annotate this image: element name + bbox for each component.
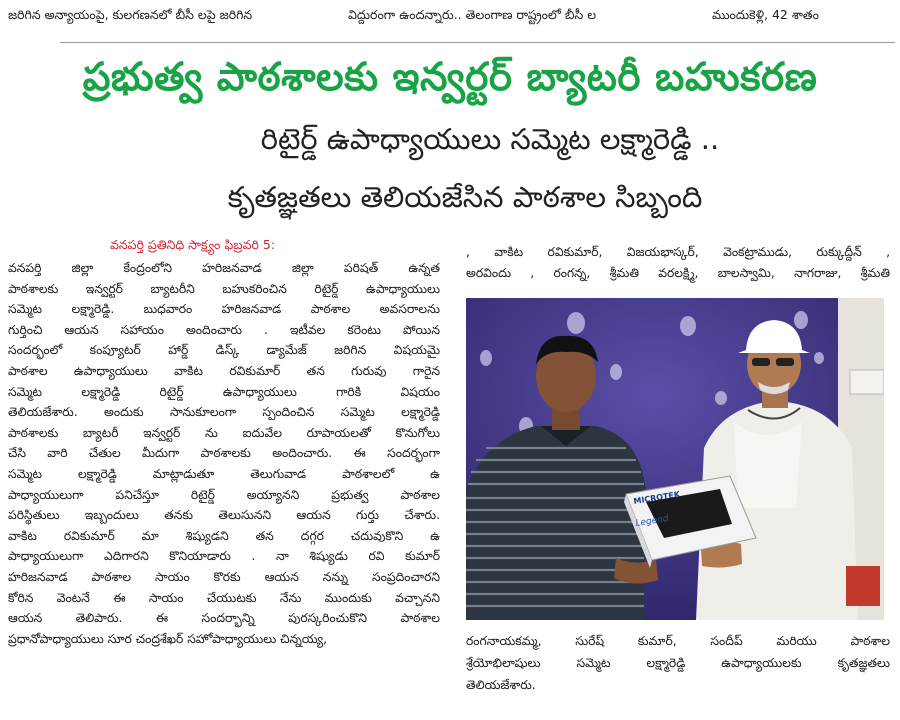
headline: ప్రభుత్వ పాఠశాలకు ఇన్వర్టర్ బ్యాటరీ బహుకరణ [82, 55, 818, 100]
body-line: పాఠశాల ఉపాధ్యాయులు వాకిట రవికుమార్ తన గురువు గారైన [8, 363, 440, 378]
body-line: సమ్మెట లక్ష్మారెడ్డి రిటైర్డ్ ఉపాధ్యాయులు గారికి విషయం [8, 384, 440, 399]
news-photo [466, 298, 884, 620]
strip-text-col3: ముందుకెళ్లి, 42 శాతం [712, 7, 819, 22]
subheadline-1: రిటైర్డ్ ఉపాధ్యాయులు సమ్మెట లక్ష్మారెడ్డి .. [260, 122, 720, 156]
body-line: చేసి వారి చేతుల మీదుగా పాఠశాలకు అందించారు. ఈ సందర్భంగా [8, 446, 440, 461]
photo-illustration [466, 298, 884, 620]
box-brand-text: MICROTEK [632, 489, 681, 506]
body-line: ప్రధానోపాధ్యాయులు సూర చంద్రశేఖర్ సహోపాధ్యాయులు చిన్నయ్య, [8, 631, 328, 646]
body-line: అరవిందు , రంగన్న, శ్రీమతి వరలక్ష్మి, బాలస్వామి, నాగరాజు, శ్రీమతి [466, 266, 890, 280]
body-line: వనపర్తి జిల్లా కేంద్రంలోని హరిజనవాడ జిల్లా పరిషత్ ఉన్నత [8, 261, 440, 275]
body-line: పరిస్థితులు ఇబ్బందులు తనకు తెలుసునని ఆయన గుర్తు చేశారు. [8, 508, 440, 523]
body-line: ఆయన తెలిపారు. ఈ సందర్భాన్ని పురస్కరించుకొని పాఠశాల [8, 611, 440, 626]
body-line: వాకిట రవికుమార్ మా శిష్యుడని తన దగ్గర చదువుకొని ఉ [8, 528, 440, 543]
body-line: సందర్భంలో కంప్యూటర్ హార్డ్ డిస్క్ డ్యామేజ్ జరిగిన విషయమై [8, 343, 440, 358]
body-line: పాధ్యాయులుగా ఎదిగారని కొనియాడారు . నా శిష్యుడు రవి కుమార్ [8, 549, 440, 564]
article-right-column-top [466, 242, 890, 284]
body-line: రంగనాయకమ్మ, సురేష్ కుమార్, సందీప్ మరియు పాఠశాల [466, 634, 890, 648]
dateline: వనపర్తి ప్రతినిధి సాక్ష్యం ఫిబ్రవరి 5: [110, 237, 276, 252]
body-line: సమ్మెట లక్ష్మారెడ్డి మాట్లాడుతూ తెలుగువాడ పాఠశాలలో ఉ [8, 466, 440, 481]
body-line: , వాకిట రవికుమార్, విజయభాస్కర్, వెంకట్రాముడు, రుక్కుద్దీన్ , [466, 245, 890, 259]
body-line: పాధ్యాయులుగా పనిచేస్తూ రిటైర్డ్ అయ్యానని ప్రభుత్వ పాఠశాల [8, 487, 440, 502]
body-line: తెలియజేశారు. అందుకు సానుకూలంగా స్పందించిన సమ్మెట లక్ష్మారెడ్డి [8, 405, 440, 420]
top-divider [60, 42, 895, 43]
box-model-text: Legend [634, 513, 670, 529]
body-line: పాఠశాలకు బ్యాటరీ ఇన్వర్టర్ ను ఐదువేల రూపాయలతో కొనుగోలు [8, 425, 440, 440]
strip-text-col2: విద్దురంగా ఉందన్నారు.. తెలంగాణ రాష్ట్రంలో బీసీ ల [348, 7, 597, 22]
body-line: గుర్తించి ఆయన సహాయం అందించారు . ఇటీవల కరెంటు పోయిన [8, 322, 440, 337]
body-line: తెలియజేశారు. [466, 678, 536, 692]
body-line: కోరిన వెంటనే ఈ సాయం చేయుటకు నేను ముందుకు వచ్చానని [8, 590, 440, 605]
body-line: సమ్మెట లక్ష్మారెడ్డి. బుధవారం హరిజనవాడ పాఠశాల అవసరాలను [8, 302, 440, 317]
body-line: హరిజనవాడ పాఠశాల సాయం కొరకు ఆయన నన్ను సంప్రదించారని [8, 569, 440, 584]
body-line: పాఠశాలకు ఇన్వర్టర్ బ్యాటరీని బహుకరించిన రిటైర్డ్ ఉపాధ్యాయులు [8, 281, 440, 296]
previous-article-strip [0, 0, 900, 30]
article-left-column [8, 258, 440, 718]
article-right-column-bottom [466, 630, 890, 696]
body-line: శ్రేయోభిలాషులు సమ్మెట లక్ష్మారెడ్డి ఉపాధ్యాయులకు కృతజ్ఞతలు [466, 656, 890, 670]
strip-text-col1: జరిగిన అన్యాయంపై, కులగణనలో బీసీ లపై జరిగిన [8, 7, 253, 22]
subheadline-2: కృతజ్ఞతలు తెలియజేసిన పాఠశాల సిబ్బంది [227, 180, 703, 214]
